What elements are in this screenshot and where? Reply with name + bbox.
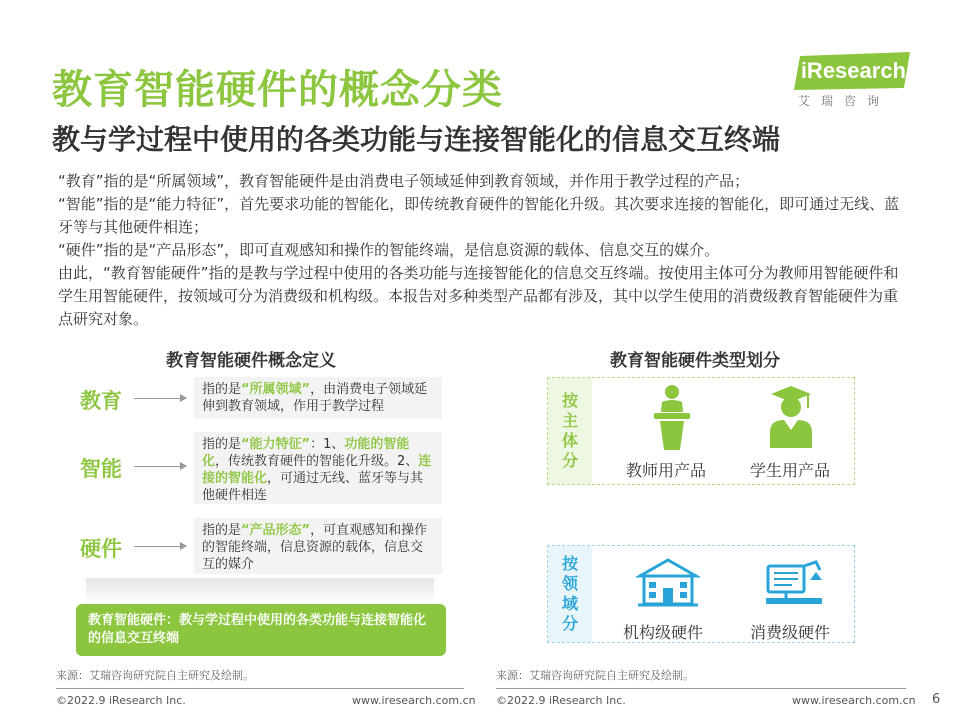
page-subtitle: 教与学过程中使用的各类功能与连接智能化的信息交互终端 — [52, 123, 781, 156]
footer-copyright-left: ©2022.9 iResearch Inc. — [56, 694, 186, 707]
arrow-icon — [134, 466, 186, 467]
intro-paragraph-3: “硬件”指的是“产品形态”，即可直观感知和操作的智能终端，是信息资源的载体、信息交互的媒介。 — [58, 241, 720, 259]
keyword-intelligence: 智能 — [80, 457, 122, 481]
right-source-note: 来源：艾瑞咨询研究院自主研究及绘制。 — [496, 669, 694, 682]
category-label-text: 按 主 体 分 — [561, 391, 578, 470]
category-item-consumer: 消费级硬件 — [750, 623, 831, 642]
intro-paragraph-2: “智能”指的是“能力特征”，首先要求功能的智能化，即传统教育硬件的智能化升级。其次要求连接的智能化，即可通过无线、蓝牙等与其他硬件相连； — [58, 195, 900, 236]
definition-box-hardware: 指的是“产品形态”，可直观感知和操作的智能终端，信息资源的载体，信息交互的媒介 — [194, 518, 442, 574]
keyword-education: 教育 — [80, 389, 122, 413]
definition-panel-title: 教育智能硬件概念定义 — [166, 351, 336, 371]
keyword-hardware: 硬件 — [80, 537, 122, 561]
arrow-icon — [134, 398, 186, 399]
category-label-subject — [548, 378, 592, 484]
left-source-note: 来源：艾瑞咨询研究院自主研究及绘制。 — [56, 669, 254, 682]
footer-url-left[interactable]: www.iresearch.com.cn — [352, 694, 476, 707]
iresearch-logo — [794, 52, 912, 110]
page-title: 教育智能硬件的概念分类 — [52, 67, 503, 113]
footer-rule-left — [56, 688, 464, 689]
definition-box-intelligence: 指的是“能力特征”：1、功能的智能化，传统教育硬件的智能化升级。2、连接的智能化，可通过无线、蓝牙等与其他硬件相连 — [194, 432, 442, 504]
footer-copyright-right: ©2022.9 iResearch Inc. — [496, 694, 626, 707]
footer-url-right[interactable]: www.iresearch.com.cn — [792, 694, 916, 707]
category-label-domain — [548, 546, 592, 642]
logo-subtitle: 艾瑞咨询 — [798, 94, 891, 108]
definition-box-education: 指的是“所属领域”，由消费电子领域延伸到教育领域，作用于教学过程 — [194, 377, 442, 419]
category-item-student: 学生用产品 — [750, 461, 831, 480]
intro-paragraph-1: “教育”指的是“所属领域”，教育智能硬件是由消费电子领域延伸到教育领域，并作用于教学过程的产品； — [58, 172, 750, 190]
school-building-icon — [636, 558, 700, 608]
desk-lamp-device-icon — [764, 560, 824, 608]
category-item-teacher: 教师用产品 — [626, 461, 707, 480]
summary-shadow — [86, 578, 434, 606]
category-panel-title: 教育智能硬件类型划分 — [610, 351, 780, 371]
podium-icon — [650, 384, 694, 452]
arrow-icon — [134, 546, 186, 547]
logo-brand: iResearch — [800, 58, 906, 83]
category-label-text: 按 领 域 分 — [561, 554, 578, 633]
intro-paragraph-4: 由此，“教育智能硬件”指的是教与学过程中使用的各类功能与连接智能化的信息交互终端。按使用主体可分为教师用智能硬件和学生用智能硬件，按领域可分为消费级和机构级。本报告对多种类型产品都有涉及，其中以学生使用的消费级教育智能硬件为重点研究对象。 — [58, 264, 899, 328]
page-number: 6 — [932, 692, 941, 707]
summary-box: 教育智能硬件：教与学过程中使用的各类功能与连接智能化的信息交互终端 — [76, 604, 446, 656]
category-item-institution: 机构级硬件 — [623, 623, 704, 642]
graduate-icon — [766, 382, 816, 450]
footer-rule-right — [496, 688, 906, 689]
